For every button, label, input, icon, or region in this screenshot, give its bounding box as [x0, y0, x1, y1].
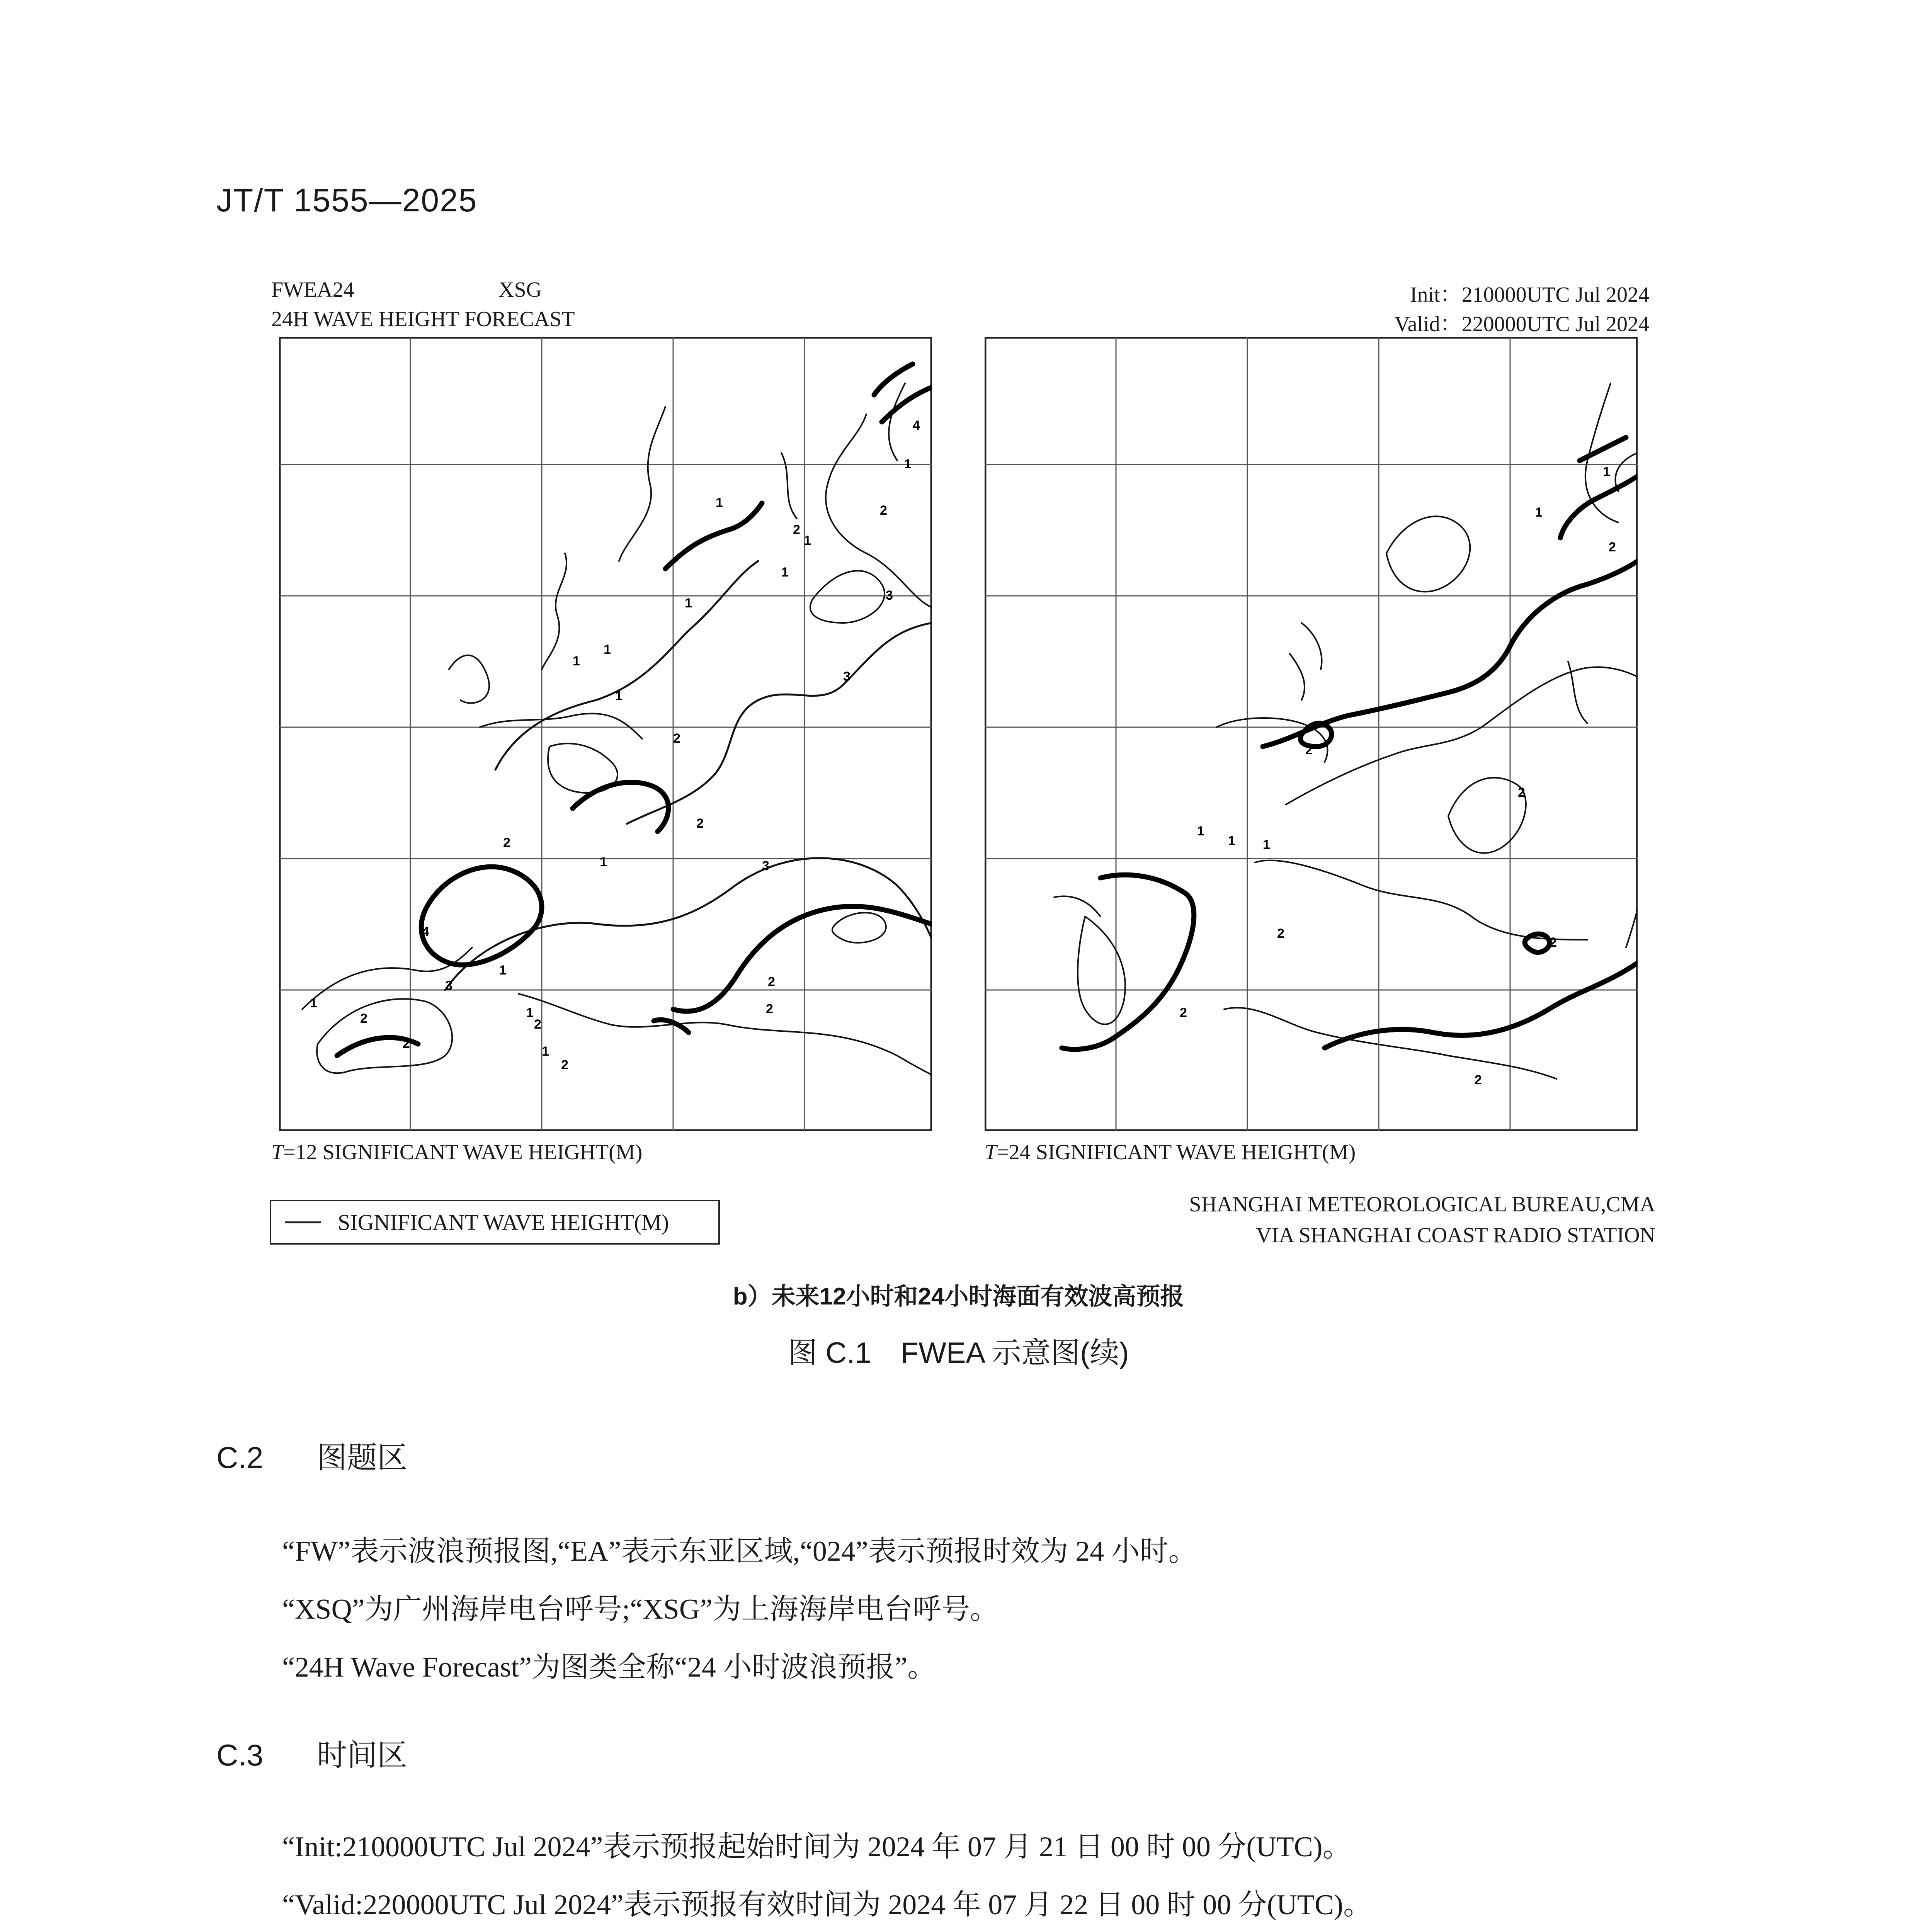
contour-label: 1 [542, 1044, 549, 1059]
contour-label: 2 [673, 731, 680, 746]
contour-label: 2 [403, 1036, 410, 1051]
contour-label: 2 [1518, 785, 1525, 800]
contour-label: 1 [804, 533, 811, 548]
contour-label: 2 [1475, 1073, 1482, 1087]
standard-number: JT/T 1555—2025 [216, 182, 478, 218]
paragraph: “FW”表示波浪预报图,“EA”表示东亚区域,“024”表示预报时效为 24 小时。 [282, 1536, 1197, 1567]
contour-label: 2 [1277, 926, 1284, 941]
contour-label: 2 [360, 1011, 367, 1026]
paragraph: “XSQ”为广州海岸电台呼号;“XSG”为上海海岸电台呼号。 [282, 1594, 999, 1625]
contour-label: 1 [573, 654, 580, 668]
legend-label: SIGNIFICANT WAVE HEIGHT(M) [338, 1209, 669, 1235]
panel-label-t24: T=24 SIGNIFICANT WAVE HEIGHT(M) [985, 1140, 1356, 1164]
paragraph: “Valid:220000UTC Jul 2024”表示预报有效时间为 2024 年 07 月 22 日 00 时 00 分(UTC)。 [282, 1889, 1372, 1921]
contour-label: 2 [503, 835, 510, 850]
contour-label: 2 [1305, 743, 1313, 757]
paragraph: “Init:210000UTC Jul 2024”表示预报起始时间为 2024 年 07 月 21 日 00 时 00 分(UTC)。 [282, 1831, 1351, 1863]
chart-code: FWEA24 [271, 278, 354, 302]
contour-label: 2 [534, 1017, 541, 1032]
contour-label: 2 [561, 1058, 568, 1072]
contour-label: 2 [1550, 935, 1557, 950]
contour-label: 1 [716, 495, 723, 510]
contour-label: 1 [615, 689, 623, 703]
contour-label: 1 [1263, 837, 1270, 852]
contour-label: 3 [843, 669, 850, 684]
contour-label: 1 [904, 457, 912, 471]
init-time: Init：210000UTC Jul 2024 [1410, 283, 1649, 307]
paragraph: “24H Wave Forecast”为图类全称“24 小时波浪预报”。 [282, 1651, 936, 1683]
section-heading-c3: C.3 时间区 [216, 1738, 408, 1772]
source-line-1: SHANGHAI METEOROLOGICAL BUREAU,CMA [1189, 1192, 1655, 1216]
chart-title: 24H WAVE HEIGHT FORECAST [271, 307, 575, 331]
panel-label-t12: T=12 SIGNIFICANT WAVE HEIGHT(M) [271, 1140, 643, 1164]
contour-label: 3 [886, 588, 893, 603]
contour-label: 1 [604, 642, 611, 657]
contour-label: 1 [1228, 833, 1235, 848]
contour-label: 1 [600, 855, 607, 869]
contour-label: 2 [696, 816, 704, 831]
contour-label: 1 [499, 963, 507, 978]
wave-map-t24 [985, 337, 1638, 1131]
contour-label: 2 [768, 975, 775, 989]
contour-label: 1 [685, 596, 692, 611]
source-line-2: VIA SHANGHAI COAST RADIO STATION [1256, 1223, 1655, 1247]
sub-caption: b）未来12小时和24小时海面有效波高预报 [733, 1283, 1184, 1310]
wave-map-t12 [279, 337, 932, 1131]
map-grid [279, 337, 932, 1131]
chart-legend [270, 1200, 720, 1245]
contour-label: 1 [526, 1005, 534, 1020]
contour-label: 2 [1180, 1005, 1187, 1020]
contour-label: 1 [781, 565, 789, 580]
figure-caption: 图 C.1 FWEA 示意图(续) [788, 1337, 1129, 1369]
valid-time: Valid：220000UTC Jul 2024 [1394, 312, 1649, 336]
contour-label: 3 [445, 978, 452, 993]
contour-label: 1 [1535, 505, 1543, 520]
contour-label: 2 [793, 522, 800, 537]
section-heading-c2: C.2 图题区 [216, 1440, 408, 1475]
station-callsign: XSG [498, 278, 542, 302]
contour-label: 1 [1603, 464, 1610, 479]
contour-label: 4 [422, 924, 429, 939]
contour-label: 3 [762, 859, 769, 873]
contour-label: 2 [766, 1002, 773, 1016]
contour-label: 2 [880, 503, 887, 518]
contour-label: 4 [913, 418, 920, 433]
contour-label: 2 [1609, 540, 1616, 554]
solid-line-icon [285, 1221, 321, 1223]
contour-label: 1 [1197, 824, 1204, 838]
contour-label: 1 [310, 996, 317, 1010]
